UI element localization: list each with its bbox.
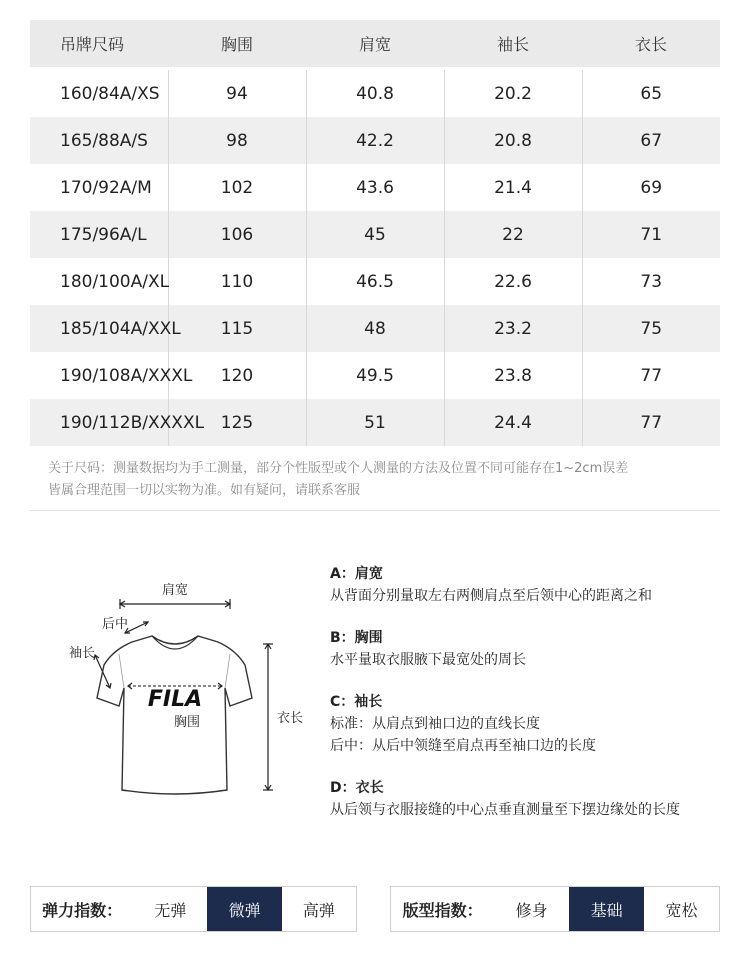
fit-label: 版型指数： bbox=[402, 900, 483, 920]
size-table bbox=[30, 20, 720, 446]
table-cell: 40.8 bbox=[306, 70, 444, 117]
table-cell: 20.2 bbox=[444, 70, 582, 117]
desc-length bbox=[330, 777, 740, 821]
desc-chest bbox=[330, 627, 740, 671]
fit-option-regular[interactable]: 基础 bbox=[569, 887, 644, 931]
table-cell: 98 bbox=[168, 117, 306, 164]
table-cell: 175/96A/L bbox=[30, 211, 168, 258]
table-row bbox=[30, 117, 720, 164]
fila-logo: FILA bbox=[147, 687, 203, 712]
sleeve-label: 袖长 bbox=[68, 646, 96, 661]
measurement-note bbox=[48, 458, 728, 502]
table-cell: 69 bbox=[582, 164, 720, 211]
table-cell: 75 bbox=[582, 305, 720, 352]
header-sleeve: 袖长 bbox=[444, 20, 582, 67]
desc-text: 从后领与衣服接缝的中心点垂直测量至下摆边缘处的长度 bbox=[330, 802, 680, 818]
table-cell: 67 bbox=[582, 117, 720, 164]
note-line: 皆属合理范围一切以实物为准。如有疑问，请联系客服 bbox=[48, 483, 361, 498]
table-cell: 180/100A/XL bbox=[30, 258, 168, 305]
header-length: 衣长 bbox=[582, 20, 720, 67]
table-row bbox=[30, 352, 720, 399]
table-cell: 102 bbox=[168, 164, 306, 211]
table-cell: 20.8 bbox=[444, 117, 582, 164]
table-cell: 110 bbox=[168, 258, 306, 305]
table-header-row bbox=[30, 20, 720, 67]
table-cell: 115 bbox=[168, 305, 306, 352]
table-cell: 46.5 bbox=[306, 258, 444, 305]
table-cell: 21.4 bbox=[444, 164, 582, 211]
table-cell: 48 bbox=[306, 305, 444, 352]
table-row bbox=[30, 258, 720, 305]
table-cell: 77 bbox=[582, 352, 720, 399]
note-line: 关于尺码：测量数据均为手工测量，部分个性版型或个人测量的方法及位置不同可能存在1~2cm误差 bbox=[48, 461, 629, 476]
desc-sleeve bbox=[330, 691, 740, 757]
table-cell: 106 bbox=[168, 211, 306, 258]
desc-text: 水平量取衣服腋下最宽处的周长 bbox=[330, 652, 526, 668]
table-cell: 185/104A/XXL bbox=[30, 305, 168, 352]
table-cell: 45 bbox=[306, 211, 444, 258]
tshirt-measurement-diagram bbox=[40, 570, 320, 810]
table-row bbox=[30, 70, 720, 117]
measurement-descriptions bbox=[330, 563, 740, 841]
table-row bbox=[30, 399, 720, 446]
header-chest: 胸围 bbox=[168, 20, 306, 67]
elasticity-index bbox=[30, 886, 357, 932]
desc-title: A：肩宽 bbox=[330, 566, 383, 582]
chest-label: 胸围 bbox=[173, 715, 201, 730]
table-cell: 160/84A/XS bbox=[30, 70, 168, 117]
elasticity-label: 弹力指数： bbox=[42, 900, 123, 920]
elasticity-option-none[interactable]: 无弹 bbox=[154, 900, 187, 920]
table-cell: 190/108A/XXXL bbox=[30, 352, 168, 399]
back-center-label: 后中 bbox=[101, 617, 129, 632]
desc-text: 标准：从肩点到袖口边的直线长度 bbox=[330, 716, 540, 732]
elasticity-option-high[interactable]: 高弹 bbox=[302, 900, 335, 920]
table-cell: 49.5 bbox=[306, 352, 444, 399]
table-cell: 51 bbox=[306, 399, 444, 446]
table-cell: 65 bbox=[582, 70, 720, 117]
table-cell: 94 bbox=[168, 70, 306, 117]
table-cell: 165/88A/S bbox=[30, 117, 168, 164]
table-cell: 170/92A/M bbox=[30, 164, 168, 211]
table-cell: 23.8 bbox=[444, 352, 582, 399]
table-cell: 71 bbox=[582, 211, 720, 258]
desc-title: B：胸围 bbox=[330, 630, 383, 646]
desc-title: D：衣长 bbox=[330, 780, 384, 796]
table-cell: 125 bbox=[168, 399, 306, 446]
table-cell: 43.6 bbox=[306, 164, 444, 211]
desc-text: 从背面分别量取左右两侧肩点至后领中心的距离之和 bbox=[330, 588, 652, 604]
table-cell: 22 bbox=[444, 211, 582, 258]
table-cell: 24.4 bbox=[444, 399, 582, 446]
table-cell: 120 bbox=[168, 352, 306, 399]
divider bbox=[30, 510, 720, 511]
desc-shoulder bbox=[330, 563, 740, 607]
desc-title: C：袖长 bbox=[330, 694, 383, 710]
back-center-arrow bbox=[125, 622, 148, 633]
table-cell: 23.2 bbox=[444, 305, 582, 352]
elasticity-option-slight[interactable]: 微弹 bbox=[207, 887, 281, 931]
table-row bbox=[30, 305, 720, 352]
shoulder-label: 肩宽 bbox=[161, 583, 189, 598]
fit-option-loose[interactable]: 宽松 bbox=[665, 900, 698, 920]
table-row bbox=[30, 211, 720, 258]
table-cell: 22.6 bbox=[444, 258, 582, 305]
header-shoulder: 肩宽 bbox=[306, 20, 444, 67]
table-cell: 42.2 bbox=[306, 117, 444, 164]
desc-text: 后中：从后中领缝至肩点再至袖口边的长度 bbox=[330, 738, 596, 754]
table-cell: 77 bbox=[582, 399, 720, 446]
fit-option-slim[interactable]: 修身 bbox=[515, 900, 548, 920]
table-cell: 190/112B/XXXXL bbox=[30, 399, 168, 446]
table-cell: 73 bbox=[582, 258, 720, 305]
fit-index bbox=[390, 886, 720, 932]
table-row bbox=[30, 164, 720, 211]
header-size: 吊牌尺码 bbox=[30, 20, 168, 67]
length-label: 衣长 bbox=[276, 711, 304, 726]
